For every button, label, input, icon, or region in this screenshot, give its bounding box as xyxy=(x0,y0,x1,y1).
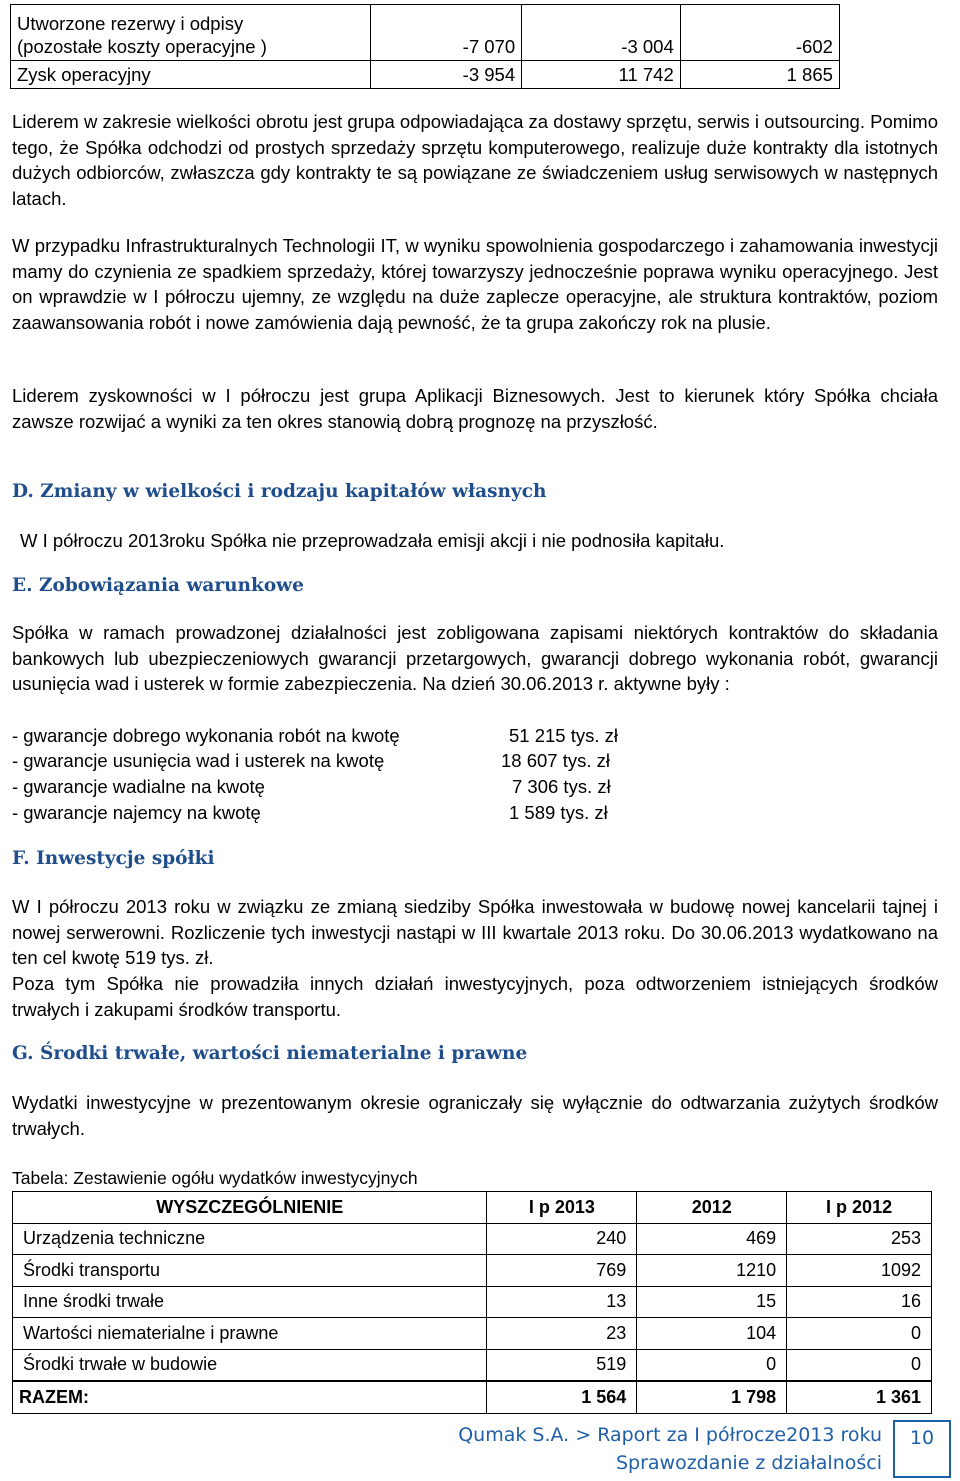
section-f-text2: Poza tym Spółka nie prowadziła innych działań inwestycyjnych, poza odtworzeniem istniejących środków trwałych i zakupami środków transportu. xyxy=(12,973,938,1020)
paragraph-hardware: Liderem w zakresie wielkości obrotu jest grupa odpowiadająca za dostawy sprzętu, serwis i outsourcing. Pomimo tego, że Spółka odchodzi od prostych sprzedaży sprzętu komputerowego, realizuje duże kontrakty dla istotnych dużych odbiorców, zwłaszcza gdy kontrakty te są powiązane ze świadczeniem usług serwisowych w następnych latach. xyxy=(12,111,938,209)
guarantee-label: - gwarancje wadialne na kwotę xyxy=(12,776,265,797)
table-row xyxy=(13,1255,932,1287)
table-row xyxy=(13,1223,932,1255)
table-cell: Wartości niematerialne i prawne xyxy=(13,1318,487,1350)
financial-summary-table xyxy=(10,4,952,89)
table-cell: -3 954 xyxy=(370,61,521,89)
page-footer xyxy=(0,1420,960,1481)
section-d-text: W I półroczu 2013roku Spółka nie przeprowadzała emisji akcji i nie podnosiła kapitału. xyxy=(20,530,725,551)
table-row xyxy=(13,1349,932,1381)
table-cell: 0 xyxy=(787,1349,932,1381)
table-cell: 469 xyxy=(637,1223,787,1255)
table-cell: 253 xyxy=(787,1223,932,1255)
section-d-heading: D. Zmiany w wielkości i rodzaju kapitałów własnych xyxy=(12,481,547,502)
section-g-heading: G. Środki trwałe, wartości niematerialne i prawne xyxy=(12,1043,528,1064)
row-label-line1: Utworzone rezerwy i odpisy xyxy=(17,13,244,34)
table-cell: 0 xyxy=(637,1349,787,1381)
table-cell: 519 xyxy=(487,1349,637,1381)
table-cell: 1 361 xyxy=(787,1381,932,1413)
section-f-heading: F. Inwestycje spółki xyxy=(12,848,215,869)
footer-report-title: Qumak S.A. > Raport za I półrocze2013 roku xyxy=(458,1424,882,1446)
column-header: WYSZCZEGÓLNIENIE xyxy=(13,1192,487,1224)
table-row xyxy=(11,61,952,89)
table-cell: RAZEM: xyxy=(13,1381,487,1413)
table-cell: 13 xyxy=(487,1286,637,1318)
table-cell: 1 564 xyxy=(487,1381,637,1413)
row-label: Zysk operacyjny xyxy=(11,61,371,89)
guarantee-value: 1 589 tys. zł xyxy=(509,802,608,823)
table-cell: 0 xyxy=(787,1318,932,1350)
row-label-line2: (pozostałe koszty operacyjne ) xyxy=(17,36,267,57)
guarantee-label: - gwarancje najemcy na kwotę xyxy=(12,802,261,823)
section-e-text: Spółka w ramach prowadzonej działalności jest zobligowana zapisami niektórych kontraktów do składania bankowych lub ubezpieczeniowych gwarancji przetargowych, gwarancji dobrego wykonania robót, gwarancji usunięcia wad i usterek w formie zabezpieczenia. Na dzień 30.06.2013 r. aktywne były : xyxy=(12,622,938,694)
section-e-heading: E. Zobowiązania warunkowe xyxy=(12,575,304,596)
table-cell: Środki transportu xyxy=(13,1255,487,1287)
paragraph-applications: Liderem zyskowności w I półroczu jest grupa Aplikacji Biznesowych. Jest to kierunek który Spółka chciała zawsze rozwijać a wyniki za ten okres stanowią dobrą prognozę na przyszłość. xyxy=(12,385,938,432)
table-total-row xyxy=(13,1381,932,1413)
column-header: I p 2013 xyxy=(487,1192,637,1224)
page-number: 10 xyxy=(893,1420,951,1478)
table-cell: Inne środki trwałe xyxy=(13,1286,487,1318)
table-cell: 23 xyxy=(487,1318,637,1350)
table-cell: 104 xyxy=(637,1318,787,1350)
row-label xyxy=(11,5,371,61)
table-cell: 240 xyxy=(487,1223,637,1255)
guarantee-value: 51 215 tys. zł xyxy=(509,725,619,746)
table-cell: Urządzenia techniczne xyxy=(13,1223,487,1255)
section-f-text1: W I półroczu 2013 roku w związku ze zmianą siedziby Spółka inwestowała w budowę nowej kancelarii tajnej i nowej serwerowni. Rozliczenie tych inwestycji nastąpi w III kwartale 2013 roku. Do 30.06.2013 wydatkowano na ten cel kwotę 519 tys. zł. xyxy=(12,896,938,968)
table-cell: 1210 xyxy=(637,1255,787,1287)
table-cell: -7 070 xyxy=(370,5,521,61)
section-g-text: Wydatki inwestycyjne w prezentowanym okresie ograniczały się wyłącznie do odtwarzania zużytych środków trwałych. xyxy=(12,1092,938,1139)
table-cell: -3 004 xyxy=(522,5,681,61)
table-cell: 11 742 xyxy=(522,61,681,89)
column-header: I p 2012 xyxy=(787,1192,932,1224)
table-cell: 15 xyxy=(637,1286,787,1318)
footer-report-subtitle: Sprawozdanie z działalności xyxy=(615,1452,882,1474)
table-cell: -602 xyxy=(680,5,839,61)
paragraph-infrastructure: W przypadku Infrastrukturalnych Technologii IT, w wyniku spowolnienia gospodarczego i zahamowania inwestycji mamy do czynienia ze spadkiem sprzedaży, której towarzyszy jednocześnie poprawa wyniku operacyjnego. Jest on wprawdzie w I półroczu ujemny, ze względu na duże zaplecze operacyjne, ale struktura kontraktów, poziom zaawansowania robót i nowe zamówienia dają pewność, że ta grupa zakończy rok na plusie. xyxy=(12,235,938,333)
table-cell: Środki trwałe w budowie xyxy=(13,1349,487,1381)
table-caption: Tabela: Zestawienie ogółu wydatków inwestycyjnych xyxy=(12,1168,418,1188)
column-header: 2012 xyxy=(637,1192,787,1224)
guarantee-value: 18 607 tys. zł xyxy=(501,750,611,771)
table-row xyxy=(11,5,952,61)
table-cell: 1 865 xyxy=(680,61,839,89)
table-cell: 1 798 xyxy=(637,1381,787,1413)
table-cell: 16 xyxy=(787,1286,932,1318)
guarantee-label: - gwarancje usunięcia wad i usterek na kwotę xyxy=(12,750,385,771)
table-cell: 769 xyxy=(487,1255,637,1287)
table-header-row xyxy=(13,1192,932,1224)
investment-table xyxy=(12,1191,932,1414)
table-row xyxy=(13,1286,932,1318)
guarantee-label: - gwarancje dobrego wykonania robót na kwotę xyxy=(12,725,400,746)
guarantee-value: 7 306 tys. zł xyxy=(512,776,611,797)
table-row xyxy=(13,1318,932,1350)
table-cell: 1092 xyxy=(787,1255,932,1287)
